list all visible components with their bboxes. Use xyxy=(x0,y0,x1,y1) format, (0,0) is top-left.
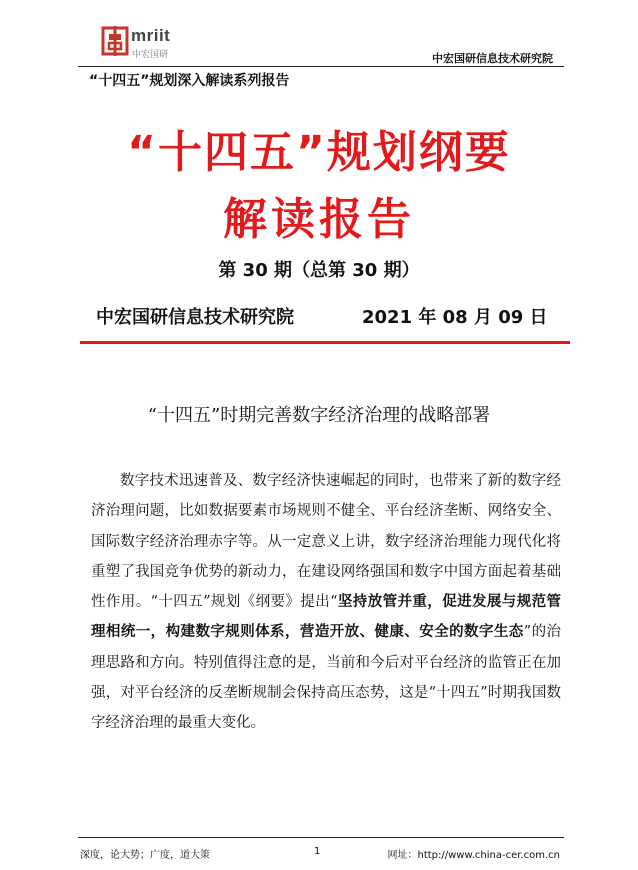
paragraph-bold-text: 坚持放管并重，促进发展与规范管理相统一，构建数字规则体系，营造开放、健康、安全的数字生态 xyxy=(91,594,561,641)
footer-slogan: 深度，论大势；广度，道大策 xyxy=(80,850,210,861)
paragraph-text-end: ”的治理思路和方向。特别值得注意的是，当前和今后对平台经济的监管正在加强，对平台经济的反垄断规制会保持高压态势，这是“十四五”时期我国数字经济治理的最重大变化。 xyxy=(91,624,561,732)
red-divider xyxy=(80,341,570,344)
report-title-line1: “十四五”规划纲要 xyxy=(127,127,511,178)
series-title: “十四五”规划深入解读系列报告 xyxy=(89,73,290,89)
header-divider xyxy=(78,66,564,67)
logo-text: mriit xyxy=(131,26,171,45)
article-title: “十四五”时期完善数字经济治理的战略部署 xyxy=(147,405,491,426)
logo xyxy=(101,26,187,62)
footer-divider xyxy=(78,837,564,838)
logo-subtext: 中宏国研 xyxy=(132,50,169,60)
page-number: 1 xyxy=(314,846,321,857)
article-paragraph xyxy=(91,466,561,739)
mriit-logo-icon xyxy=(101,26,129,56)
issue-number: 第 30 期（总第 30 期） xyxy=(218,260,420,281)
paragraph-text: 数字技术迅速普及、数字经济快速崛起的同时，也带来了新的数字经济治理问题，比如数据要素市场规则不健全、平台经济垄断、网络安全、国际数字经济治理赤字等。从一定意义上讲，数字经济治理能力现代化将重塑了我国竞争优势的新动力，在建设网络强国和数字中国方面起着基础性作用。“十四五”规划《纲要》提出“ xyxy=(91,473,561,611)
report-title-line2: 解读报告 xyxy=(223,194,415,245)
header-institute: 中宏国研信息技术研究院 xyxy=(432,52,553,65)
publisher-name: 中宏国研信息技术研究院 xyxy=(96,307,294,328)
publish-date: 2021 年 08 月 09 日 xyxy=(362,307,548,328)
footer-website: 网址：http://www.china-cer.com.cn xyxy=(387,850,560,861)
